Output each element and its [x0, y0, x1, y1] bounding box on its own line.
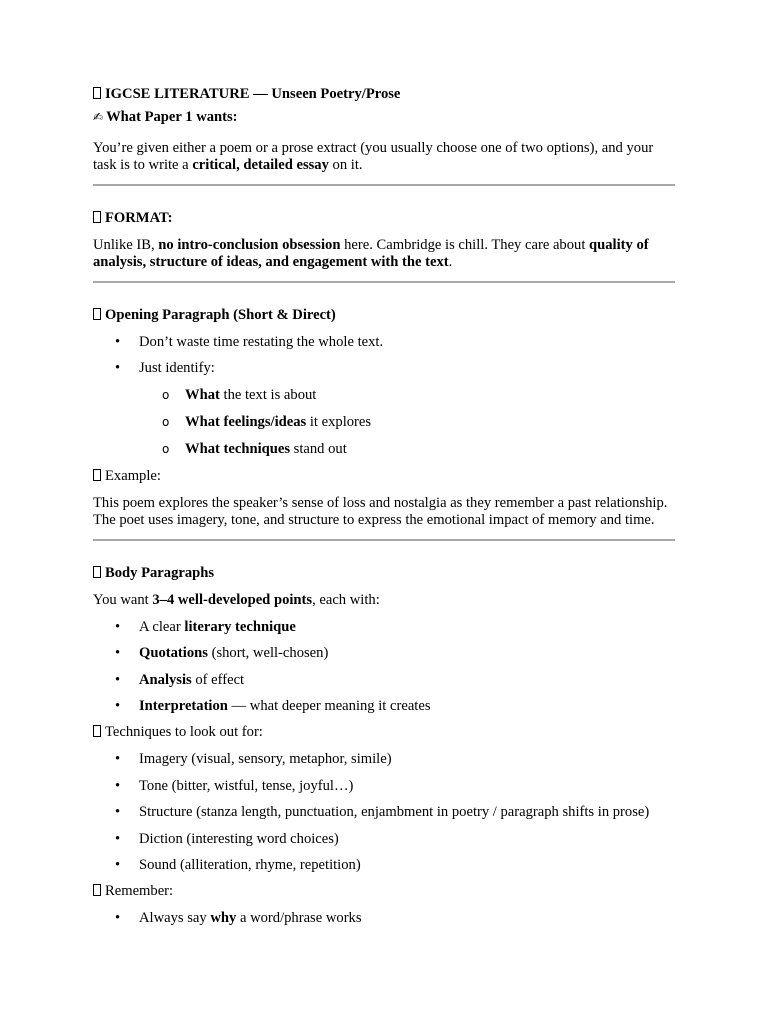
intro-heading — [93, 109, 675, 126]
box-icon — [93, 469, 101, 481]
sub-bullet-icon: o — [162, 414, 170, 429]
sub-item-text: stand out — [290, 440, 347, 457]
bullet-icon: • — [115, 360, 121, 377]
box-icon — [93, 884, 101, 896]
point-post: of effect — [191, 671, 245, 688]
point-pre: A clear — [139, 618, 185, 635]
technique-text: Tone (bitter, wistful, tense, joyful…) — [139, 777, 354, 794]
format-text-c: . — [448, 254, 453, 270]
sub-bullet-icon: o — [162, 441, 170, 456]
example-paragraph: This poem explores the speaker’s sense of loss and nostalgia as they remember a past relationship. The poet uses imagery, tone, and structure to express the emotional impact of memory and time. — [93, 494, 668, 528]
list-item — [93, 619, 675, 636]
bullet-icon: • — [115, 334, 121, 350]
divider — [93, 281, 675, 283]
intro-text-b: on it. — [328, 157, 363, 173]
intro-text-a: You’re given either a poem or a prose extract (you usually choose one of two options), and your task is to write a — [93, 140, 654, 173]
sub-list-item — [93, 414, 675, 431]
intro-paragraph — [93, 140, 675, 174]
point-post: — what deeper meaning it creates — [227, 697, 431, 714]
techniques-label — [93, 724, 675, 741]
list-item — [93, 804, 675, 821]
list-item — [93, 751, 675, 768]
body-intro-a: You want — [93, 591, 153, 608]
list-item — [93, 334, 675, 351]
remember-list — [93, 910, 675, 927]
opening-sublist — [93, 387, 675, 458]
sub-list-item — [93, 387, 675, 404]
sub-list-item — [93, 441, 675, 458]
document-title — [93, 86, 675, 103]
format-bold-1: no intro-conclusion obsession — [158, 237, 341, 253]
box-icon — [93, 87, 101, 99]
opening-heading-text: Opening Paragraph (Short & Direct) — [105, 307, 336, 323]
bullet-icon: • — [115, 697, 121, 714]
pen-icon: ✍ — [93, 110, 104, 124]
format-heading-text: FORMAT: — [105, 210, 173, 226]
bullet-icon: • — [115, 804, 121, 821]
box-icon — [93, 211, 101, 223]
list-item — [93, 698, 675, 715]
format-paragraph — [93, 237, 675, 271]
document-content — [93, 86, 675, 937]
list-item — [93, 910, 675, 927]
example-label-text: Example: — [105, 467, 161, 484]
sub-item-bold: What — [185, 386, 220, 403]
format-bold-2: quality of analysis, structure of ideas, and engagement with the text — [93, 237, 649, 270]
point-bold: Analysis — [139, 671, 192, 688]
remember-post: a word/phrase works — [236, 910, 362, 927]
list-item-text: Don’t waste time restating the whole text. — [139, 334, 384, 350]
remember-label — [93, 883, 675, 900]
sub-item-bold: What techniques — [185, 440, 291, 457]
bullet-icon: • — [115, 751, 121, 768]
body-intro-b: , each with: — [312, 591, 380, 608]
techniques-label-text: Techniques to look out for: — [105, 724, 263, 741]
techniques-list — [93, 751, 675, 874]
bullet-icon: • — [115, 618, 121, 635]
bullet-icon: • — [115, 645, 121, 662]
remember-pre: Always say — [139, 910, 211, 927]
intro-heading-text: What Paper 1 wants: — [106, 109, 238, 125]
list-item — [93, 360, 675, 377]
body-intro — [93, 592, 675, 609]
bullet-icon: • — [115, 777, 121, 794]
list-item — [93, 672, 675, 689]
sub-item-bold: What feelings/ideas — [185, 413, 307, 430]
list-item-text: Just identify: — [139, 360, 215, 377]
opening-heading — [93, 307, 675, 324]
point-bold: Interpretation — [139, 697, 228, 714]
list-item — [93, 831, 675, 848]
bullet-icon: • — [115, 671, 121, 688]
example-label — [93, 468, 675, 485]
bullet-icon: • — [115, 910, 121, 927]
points-list — [93, 619, 675, 715]
body-intro-bold: 3–4 well-developed points — [152, 591, 313, 608]
point-bold: Quotations — [139, 645, 208, 662]
point-post: (short, well-chosen) — [207, 645, 329, 662]
point-bold: literary technique — [184, 618, 296, 635]
sub-item-text: the text is about — [219, 386, 317, 403]
technique-text: Structure (stanza length, punctuation, enjambment in poetry / paragraph shifts in prose) — [139, 804, 650, 821]
divider — [93, 184, 675, 186]
list-item — [93, 778, 675, 795]
technique-text: Imagery (visual, sensory, metaphor, simile) — [139, 751, 392, 768]
opening-list — [93, 334, 675, 377]
box-icon — [93, 566, 101, 578]
technique-text: Diction (interesting word choices) — [139, 830, 339, 847]
remember-label-text: Remember: — [105, 883, 174, 900]
format-text-b: here. Cambridge is chill. They care about — [340, 237, 590, 253]
body-heading-text: Body Paragraphs — [105, 564, 215, 581]
divider — [93, 539, 675, 541]
sub-bullet-icon: o — [162, 387, 170, 402]
bullet-icon: • — [115, 856, 121, 873]
sub-item-text: it explores — [306, 413, 372, 430]
body-heading — [93, 565, 675, 582]
box-icon — [93, 308, 101, 320]
list-item — [93, 857, 675, 874]
technique-text: Sound (alliteration, rhyme, repetition) — [139, 856, 361, 873]
title-text: IGCSE LITERATURE — Unseen Poetry/Prose — [105, 86, 401, 102]
list-item — [93, 645, 675, 662]
box-icon — [93, 725, 101, 737]
format-heading — [93, 210, 675, 227]
format-text-a: Unlike IB, — [93, 237, 159, 253]
bullet-icon: • — [115, 830, 121, 847]
intro-text-bold: critical, detailed essay — [192, 157, 329, 173]
remember-bold: why — [210, 910, 237, 927]
